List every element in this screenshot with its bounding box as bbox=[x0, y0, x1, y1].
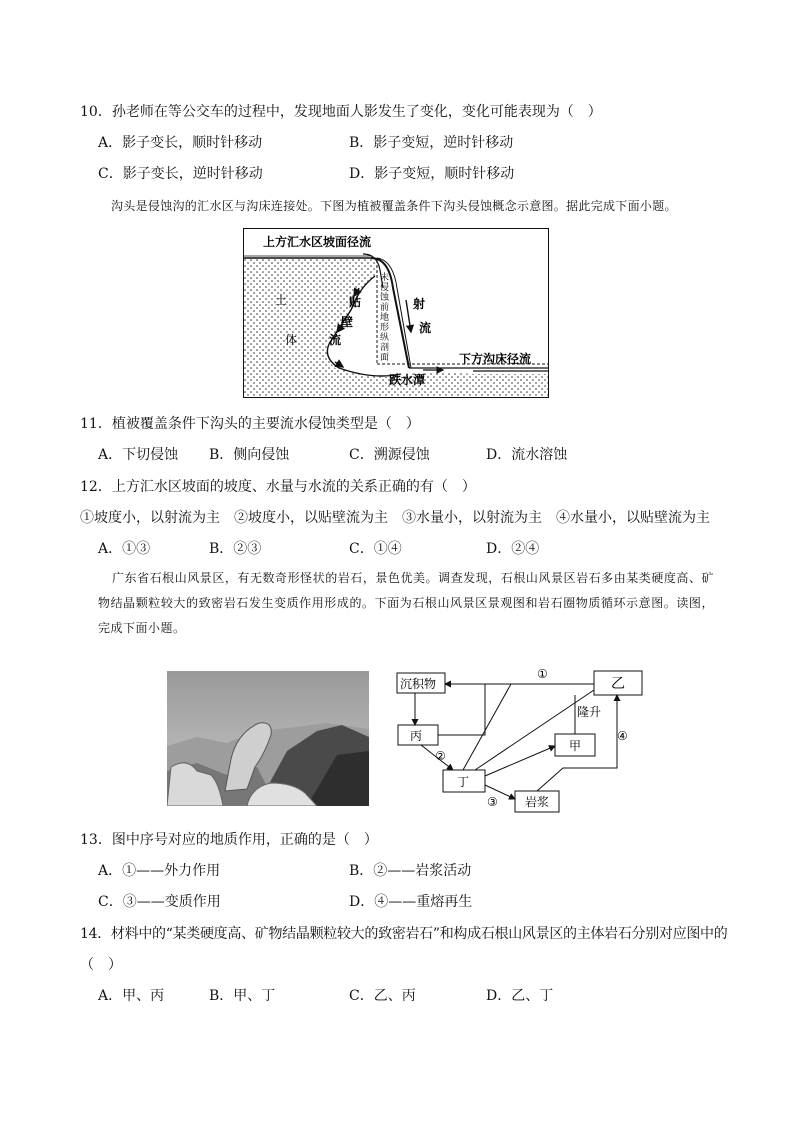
q13-stem: 13．图中序号对应的地质作用，正确的是（ ） bbox=[80, 832, 378, 848]
profile-note-9: 面 bbox=[380, 353, 390, 363]
jet-flow-char-1: 射 bbox=[413, 297, 426, 311]
q12-statements: ①坡度小，以射流为主 ②坡度小，以贴壁流为主 ③水量小，以射流为主 ④水量小，以贴壁流为主 bbox=[80, 510, 710, 526]
process-1-label: ① bbox=[537, 667, 548, 681]
q11-option-a: A．下切侵蚀 bbox=[98, 447, 179, 463]
q14-paren: （ ） bbox=[80, 957, 122, 973]
profile-note-8: 剖 bbox=[380, 343, 390, 353]
process-3-label: ③ bbox=[487, 795, 498, 809]
q10-option-d: D．影子变短，顺时针移动 bbox=[349, 166, 515, 182]
q11-option-d: D．流水溶蚀 bbox=[486, 447, 568, 463]
gully-erosion-diagram bbox=[243, 228, 549, 398]
profile-note-6: 形 bbox=[380, 323, 390, 333]
q11-stem: 11．植被覆盖条件下沟头的主要流水侵蚀类型是（ ） bbox=[80, 416, 420, 432]
profile-note-7: 纵 bbox=[380, 333, 390, 343]
lower-runoff-label: 下方沟床径流 bbox=[459, 352, 532, 366]
q11-option-c: C．溯源侵蚀 bbox=[349, 447, 430, 463]
q13-option-b: B．②——岩浆活动 bbox=[349, 863, 472, 879]
q12-option-b: B．②③ bbox=[209, 541, 262, 557]
yi-label: 乙 bbox=[611, 676, 625, 692]
q10-option-a: A．影子变长，顺时针移动 bbox=[98, 135, 263, 151]
q14-option-c: C．乙、丙 bbox=[349, 988, 416, 1004]
landscape-photo bbox=[167, 671, 369, 806]
q13-option-c: C．③——变质作用 bbox=[98, 894, 221, 910]
profile-note-5: 地 bbox=[380, 313, 390, 323]
sediment-label: 沉积物 bbox=[400, 677, 437, 691]
q14-stem: 14．材料中的“某类硬度高、矿物结晶颗粒较大的致密岩石”和构成石根山风景区的主体岩石分别对应图中的 bbox=[80, 926, 728, 942]
ding-label: 丁 bbox=[457, 775, 470, 789]
soil-label-1: 土 bbox=[275, 293, 288, 307]
q13-option-a: A．①——外力作用 bbox=[98, 863, 221, 879]
uplift-label: 隆升 bbox=[577, 705, 602, 719]
material-1: 沟头是侵蚀沟的汇水区与沟床连接处。下图为植被覆盖条件下沟头侵蚀概念示意图。据此完成下面小题。 bbox=[111, 199, 677, 213]
process-4-label: ④ bbox=[617, 729, 628, 743]
plunge-pool-label: 跌水潭 bbox=[389, 373, 426, 387]
process-2-label: ② bbox=[435, 749, 446, 763]
q12-stem: 12．上方汇水区坡面的坡度、水量与水流的关系正确的有（ ） bbox=[80, 479, 476, 495]
profile-note-4: 前 bbox=[380, 303, 390, 313]
jia-label: 甲 bbox=[569, 739, 582, 753]
upper-runoff-label: 上方汇水区坡面径流 bbox=[263, 235, 372, 249]
q12-option-a: A．①③ bbox=[98, 541, 151, 557]
q11-option-b: B．侧向侵蚀 bbox=[209, 447, 290, 463]
wall-flow-char-1: 贴 bbox=[349, 295, 362, 309]
q13-option-d: D．④——重熔再生 bbox=[349, 894, 473, 910]
magma-label: 岩浆 bbox=[525, 795, 550, 809]
q14-option-b: B．甲、丁 bbox=[209, 988, 276, 1004]
q14-option-a: A．甲、丙 bbox=[98, 988, 165, 1004]
profile-note-1: 未 bbox=[380, 273, 390, 283]
q14-option-d: D．乙、丁 bbox=[486, 988, 554, 1004]
rock-cycle-diagram bbox=[395, 664, 655, 816]
q10-stem: 10．孙老师在等公交车的过程中，发现地面人影发生了变化，变化可能表现为（ ） bbox=[80, 104, 602, 120]
q12-option-d: D．②④ bbox=[486, 541, 540, 557]
jet-flow-char-2: 流 bbox=[419, 321, 432, 335]
q10-option-b: B．影子变短，逆时针移动 bbox=[349, 135, 514, 151]
bing-label: 丙 bbox=[410, 729, 423, 743]
profile-note-2: 侵 bbox=[380, 283, 390, 293]
wall-flow-char-2: 壁 bbox=[341, 315, 354, 329]
wall-flow-char-3: 流 bbox=[329, 333, 342, 347]
profile-note-3: 蚀 bbox=[380, 293, 390, 303]
soil-label-2: 体 bbox=[285, 333, 298, 347]
q10-option-c: C．影子变长，逆时针移动 bbox=[98, 166, 263, 182]
q12-option-c: C．①④ bbox=[349, 541, 402, 557]
material-2: 广东省石根山风景区，有无数奇形怪状的岩石，景色优美。调查发现，石根山风景区岩石多由某类硬度高、矿物结晶颗粒较大的致密岩石发生变质作用形成的。下面为石根山风景区景观图和岩石圈物质循环示意图。读图，完成下面小题。 bbox=[98, 571, 714, 635]
